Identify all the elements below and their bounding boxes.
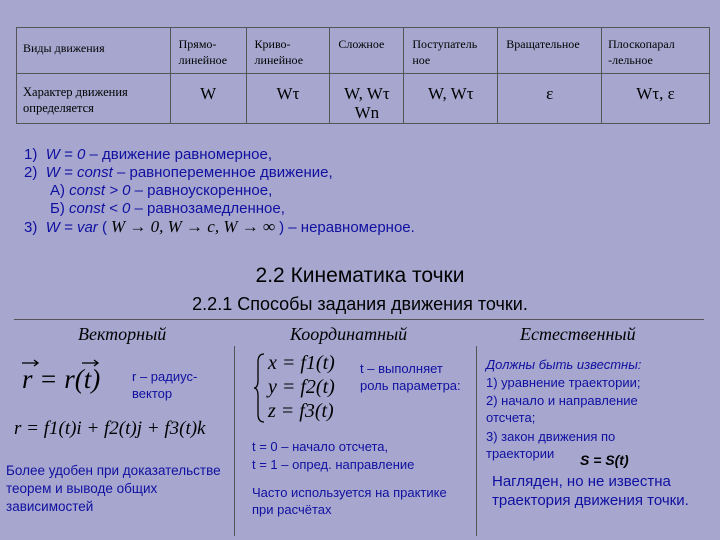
section-title: 2.2 Кинематика точки xyxy=(255,264,465,287)
requirement-item: 3) закон движения по траектории xyxy=(486,429,616,461)
vector-formula-components: r = f1(t)i + f2(t)j + f3(t)k xyxy=(14,418,206,439)
col-header-rotational: Вращательное xyxy=(498,28,602,74)
cell-complex-value: W, Wτ Wn xyxy=(330,74,404,124)
col-header-curved: Криво- линейное xyxy=(246,28,330,74)
coordinate-eq-z: z = f3(t) xyxy=(268,400,334,422)
coordinate-eq-y: y = f2(t) xyxy=(268,376,335,398)
radius-vector-note: r – радиус-вектор xyxy=(132,369,198,401)
cell-rotational-value: ε xyxy=(498,74,602,124)
vector-method-title: Векторный xyxy=(78,324,167,344)
parameter-note: t – выполняет роль параметра: xyxy=(360,361,461,393)
cell-plane-parallel-value: Wτ, ε xyxy=(602,74,710,124)
cell-translational-value: W, Wτ xyxy=(404,74,498,124)
list-item: 2) W = const – равнопеременное движение, xyxy=(24,164,333,181)
list-item: 1) W = 0 – движение равномерное, xyxy=(24,146,273,163)
col-header-translational: Поступатель ное xyxy=(404,28,498,74)
vector-formula-main: r = r(t) xyxy=(22,364,101,394)
time-note-direction: t = 1 – опред. направление xyxy=(252,457,415,472)
column-divider xyxy=(234,346,235,536)
list-item: 3) W = var ( W → 0, W → c, W → ∞ ) – неравномерное. xyxy=(24,217,415,236)
coordinate-method-title: Координатный xyxy=(290,324,408,344)
vector-method-note: Более удобен при доказательстве теорем и выводе общих зависимостей xyxy=(6,463,221,514)
coordinate-system xyxy=(254,352,358,426)
cell-curved-value: Wτ xyxy=(246,74,330,124)
table-row-types xyxy=(17,28,710,74)
list-item: Б) const < 0 – равнозамедленное, xyxy=(50,200,285,217)
methods-top-rule xyxy=(14,319,704,320)
coordinate-eq-x: x = f1(t) xyxy=(268,352,335,374)
brace-icon xyxy=(254,352,266,424)
must-know-heading: Должны быть известны: xyxy=(486,357,642,372)
natural-method-title: Естественный xyxy=(520,324,636,344)
row-header-types: Виды движения xyxy=(17,28,171,74)
col-header-complex: Сложное xyxy=(330,28,404,74)
acceleration-conditions-list xyxy=(24,146,415,237)
col-header-plane-parallel: Плоскопарал -лельное xyxy=(602,28,710,74)
requirement-item: 2) начало и направление отсчета; xyxy=(486,393,638,425)
motion-types-table xyxy=(16,27,710,124)
subsection-title: 2.2.1 Способы задания движения точки. xyxy=(192,294,528,314)
col-header-straight: Прямо- линейное xyxy=(170,28,246,74)
motion-law: S = S(t) xyxy=(580,452,629,468)
vector-arrows xyxy=(20,355,110,365)
row-header-character: Характер движения определяется xyxy=(17,74,171,124)
time-note-start: t = 0 – начало отсчета, xyxy=(252,439,389,454)
column-divider xyxy=(476,346,477,536)
requirement-item: 1) уравнение траектории; xyxy=(486,375,641,390)
vector-arrow-icon xyxy=(20,358,110,368)
list-item: А) const > 0 – равноускоренное, xyxy=(50,182,273,199)
cell-straight-value: W xyxy=(170,74,246,124)
coordinate-method-note: Часто используется на практике при расчётах xyxy=(252,485,447,517)
natural-method-note: Нагляден, но не известна траектория движения точки. xyxy=(492,473,689,509)
table-row-character xyxy=(17,74,710,124)
limit-formula: W → 0, W → c, W → ∞ xyxy=(110,217,276,236)
